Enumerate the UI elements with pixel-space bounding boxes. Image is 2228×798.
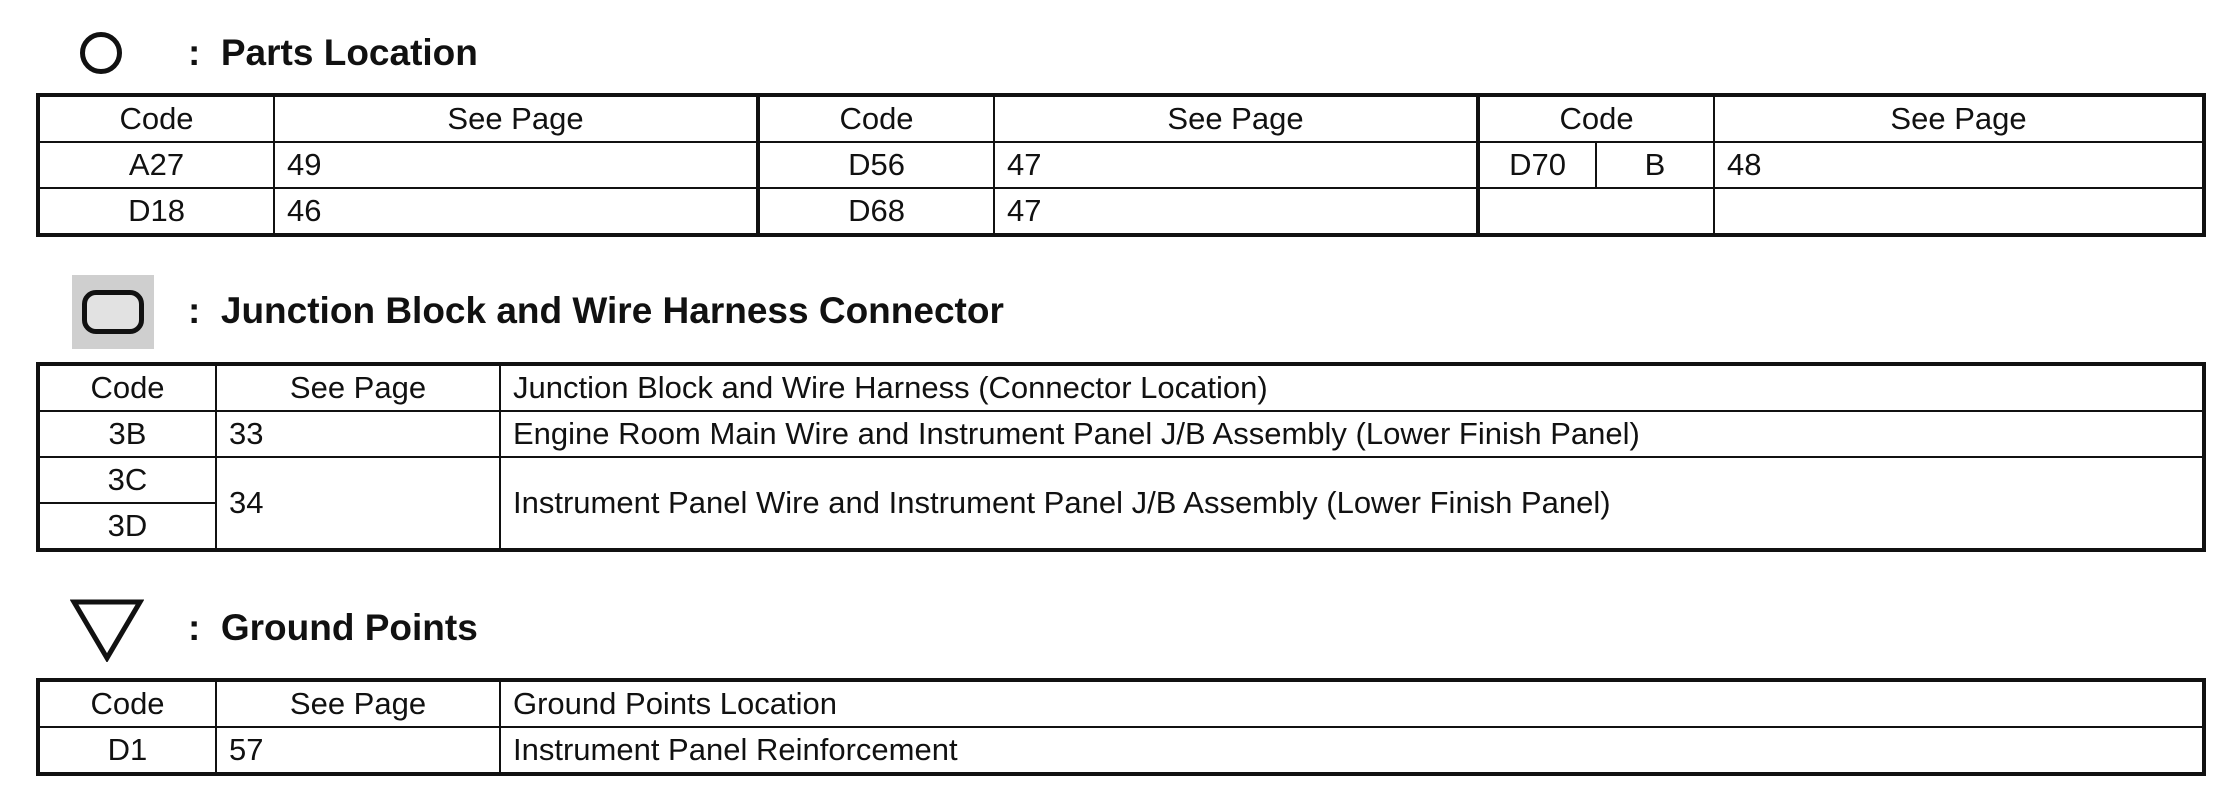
page-cell: 47 <box>994 188 1478 235</box>
table-row <box>38 188 2204 235</box>
description-cell: Engine Room Main Wire and Instrument Panel J/B Assembly (Lower Finish Panel) <box>500 411 2204 457</box>
header-description: Ground Points Location <box>500 680 2204 727</box>
rounded-rectangle-icon <box>82 290 144 334</box>
description-cell: Instrument Panel Wire and Instrument Panel J/B Assembly (Lower Finish Panel) <box>500 457 2204 550</box>
circle-icon <box>80 32 122 74</box>
header-code: Code <box>758 95 994 142</box>
junction-block-table <box>36 362 2206 552</box>
parts-location-title: : Parts Location <box>188 32 478 73</box>
page-cell: 49 <box>274 142 758 188</box>
parts-location-table <box>36 93 2206 237</box>
header-see-page: See Page <box>216 364 500 411</box>
page-cell: 34 <box>216 457 500 550</box>
table-row <box>38 457 2204 503</box>
header-see-page: See Page <box>274 95 758 142</box>
table-row <box>38 142 2204 188</box>
page-cell: 48 <box>1714 142 2204 188</box>
code-cell: D70 <box>1478 142 1596 188</box>
downward-triangle-icon <box>70 598 144 662</box>
table-header-row <box>38 364 2204 411</box>
connector-variant-cell: B <box>1596 142 1714 188</box>
header-description: Junction Block and Wire Harness (Connector Location) <box>500 364 2204 411</box>
header-see-page: See Page <box>1714 95 2204 142</box>
header-code: Code <box>38 364 216 411</box>
code-cell <box>1478 188 1714 235</box>
code-cell: D68 <box>758 188 994 235</box>
code-cell: 3D <box>38 503 216 550</box>
page-cell: 47 <box>994 142 1478 188</box>
page-cell: 33 <box>216 411 500 457</box>
table-row <box>38 727 2204 774</box>
page-cell: 57 <box>216 727 500 774</box>
code-cell: D1 <box>38 727 216 774</box>
page-cell: 46 <box>274 188 758 235</box>
header-code: Code <box>1478 95 1714 142</box>
header-code: Code <box>38 680 216 727</box>
ground-points-title: : Ground Points <box>188 607 478 648</box>
code-cell: 3C <box>38 457 216 503</box>
header-see-page: See Page <box>216 680 500 727</box>
ground-points-table <box>36 678 2206 776</box>
description-cell: Instrument Panel Reinforcement <box>500 727 2204 774</box>
table-header-row <box>38 680 2204 727</box>
table-row <box>38 411 2204 457</box>
table-header-row <box>38 95 2204 142</box>
junction-block-title: : Junction Block and Wire Harness Connector <box>188 290 1004 331</box>
code-cell: D18 <box>38 188 274 235</box>
header-see-page: See Page <box>994 95 1478 142</box>
header-code: Code <box>38 95 274 142</box>
code-cell: A27 <box>38 142 274 188</box>
code-cell: D56 <box>758 142 994 188</box>
code-cell: 3B <box>38 411 216 457</box>
page-cell <box>1714 188 2204 235</box>
